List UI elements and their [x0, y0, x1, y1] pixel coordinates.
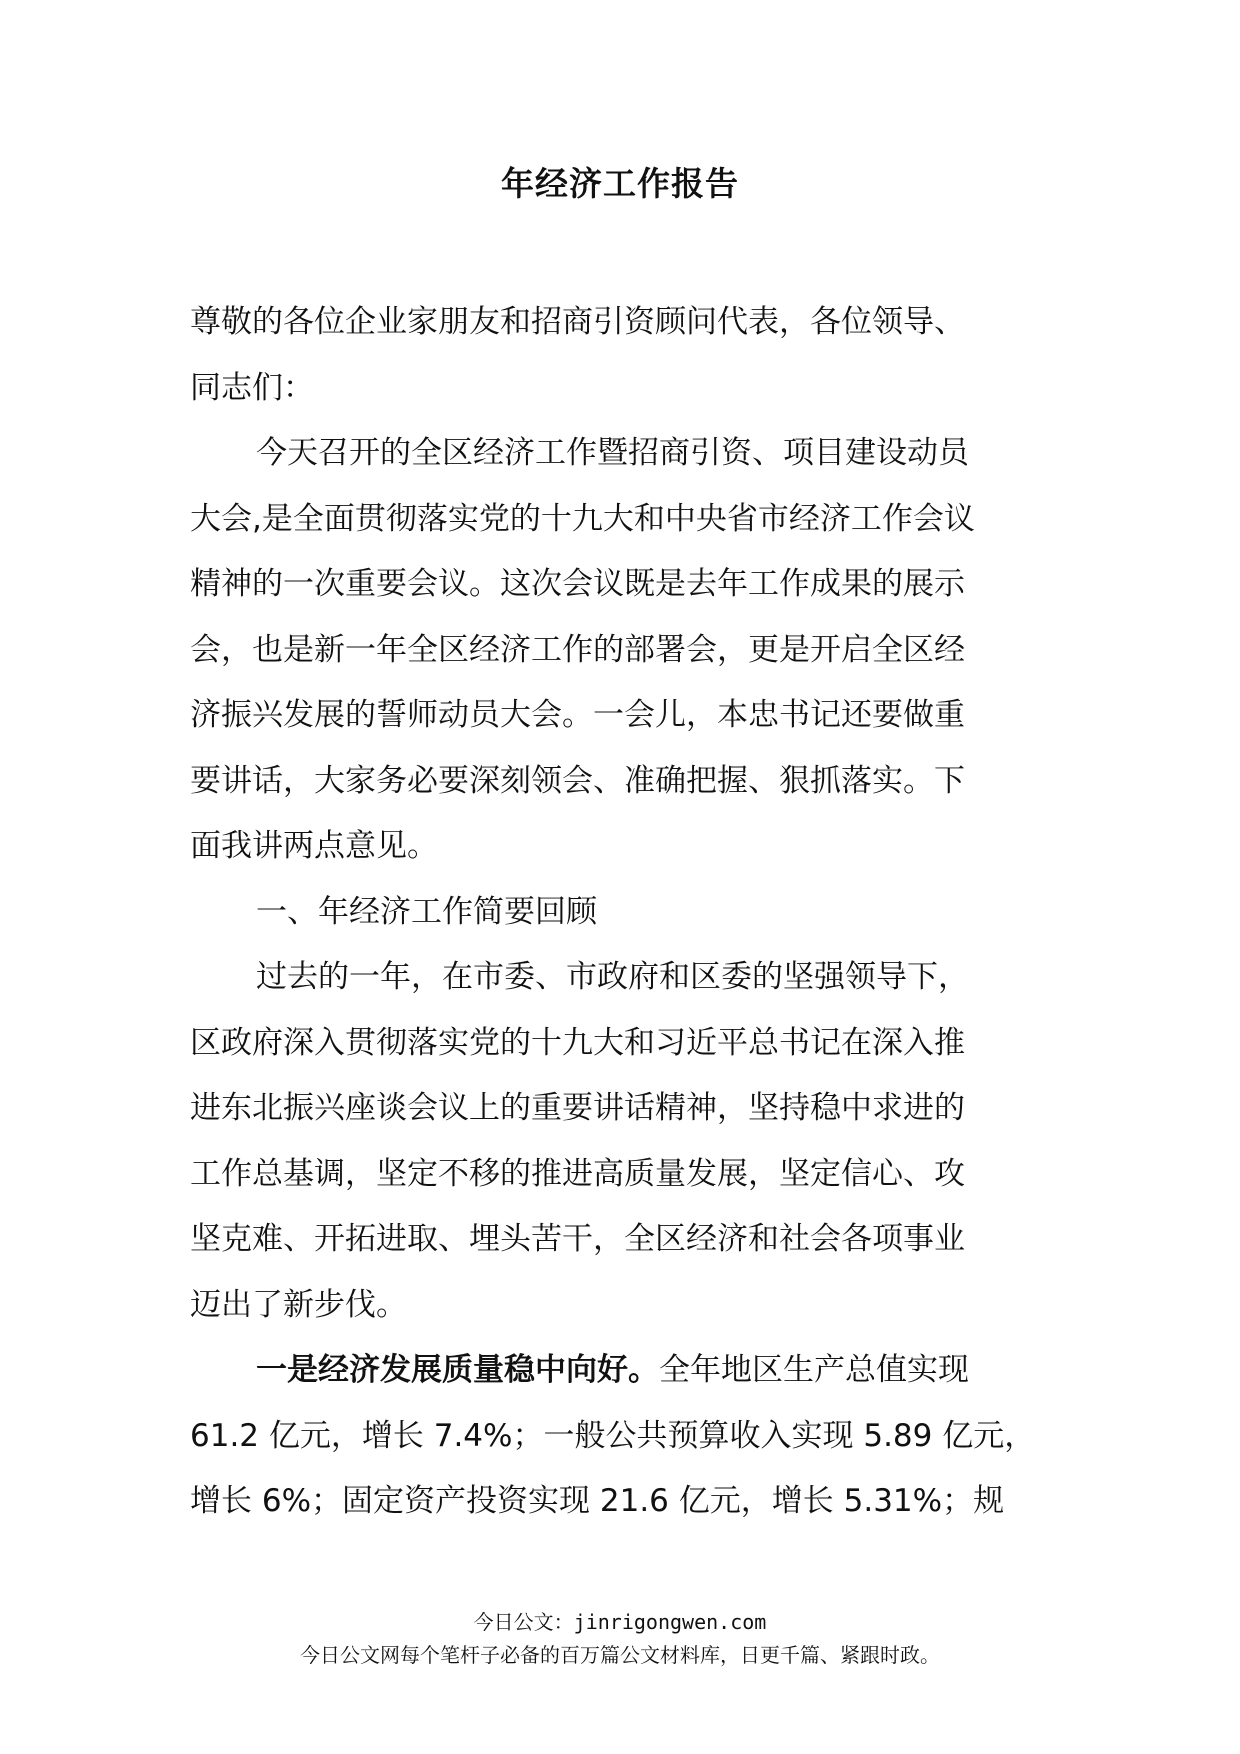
paragraph-line: 大会,是全面贯彻落实党的十九大和中央省市经济工作会议 — [190, 500, 975, 537]
paragraph-line: 迈出了新步伐。 — [190, 1286, 407, 1323]
paragraph-line — [190, 1338, 1090, 1404]
paragraph-line: 进东北振兴座谈会议上的重要讲话精神，坚持稳中求进的 — [190, 1090, 965, 1126]
document-body — [190, 290, 1090, 1535]
paragraph-line: 增长 6%；固定资产投资实现 21.6 亿元，增长 5.31%；规 — [190, 1483, 1005, 1519]
salutation-line: 尊敬的各位企业家朋友和招商引资顾问代表，各位领导、 — [190, 304, 965, 340]
paragraph-line: 精神的一次重要会议。这次会议既是去年工作成果的展示 — [190, 566, 965, 602]
footer-label: 今日公文： — [473, 1610, 574, 1634]
paragraph-line: 会，也是新一年全区经济工作的部署会，更是开启全区经 — [190, 631, 965, 668]
paragraph-line: 今天召开的全区经济工作暨招商引资、项目建设动员 — [256, 435, 969, 471]
paragraph-line: 工作总基调，坚定不移的推进高质量发展，坚定信心、攻 — [190, 1155, 965, 1192]
paragraph-line: 61.2 亿元，增长 7.4%；一般公共预算收入实现 5.89 亿元， — [190, 1417, 1036, 1454]
paragraph-line: 坚克难、开拓进取、埋头苦干，全区经济和社会各项事业 — [190, 1221, 965, 1257]
paragraph-line: 区政府深入贯彻落实党的十九大和习近平总书记在深入推 — [190, 1024, 965, 1061]
paragraph-line: 济振兴发展的誓师动员大会。一会儿，本忠书记还要做重 — [190, 697, 965, 733]
paragraph-text: 全年地区生产总值实现 — [659, 1352, 969, 1388]
bold-lead-phrase: 一是经济发展质量稳中向好。 — [256, 1352, 659, 1388]
section-heading: 一、年经济工作简要回顾 — [256, 893, 597, 930]
paragraph-line: 过去的一年，在市委、市政府和区委的坚强领导下， — [256, 959, 969, 995]
salutation-line: 同志们： — [190, 369, 314, 406]
paragraph-line: 要讲话，大家务必要深刻领会、准确把握、狠抓落实。下 — [190, 762, 965, 799]
document-title: 年经济工作报告 — [501, 164, 739, 203]
paragraph-line: 面我讲两点意见。 — [190, 828, 438, 864]
footer-url-link[interactable]: jinrigongwen.com — [573, 1610, 767, 1634]
footer-site-line — [0, 1607, 1240, 1637]
footer-slogan: 今日公文网每个笔杆子必备的百万篇公文材料库，日更千篇、紧跟时政。 — [300, 1643, 940, 1667]
